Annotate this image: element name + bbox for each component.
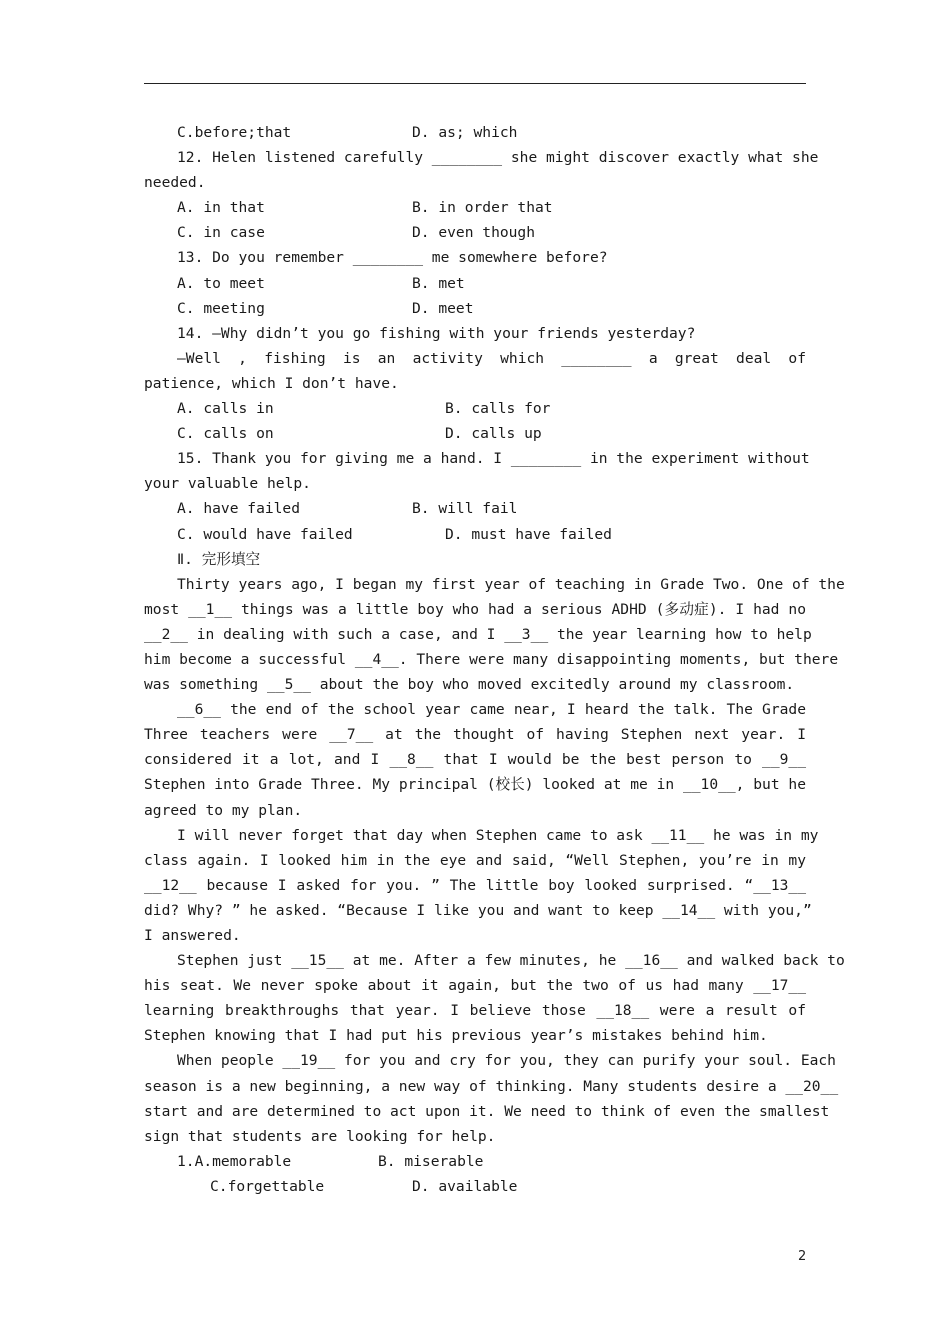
- q12-option-c: C. in case: [177, 224, 265, 242]
- page-content: [144, 120, 845, 1199]
- q14-options-ab: [144, 396, 806, 421]
- passage-line: I answered.: [144, 927, 241, 944]
- q15-option-c: C. would have failed: [177, 525, 353, 543]
- passage-line: agreed to my plan.: [144, 801, 303, 819]
- q14-answer: —Well , fishing is an activity which ________ a great deal of: [177, 349, 806, 367]
- passage-paragraph-3: [144, 823, 819, 948]
- q15-stem: 15. Thank you for giving me a hand. I ________ in the experiment without: [177, 450, 810, 468]
- passage-line: Three teachers were __7__ at the thought of having Stephen next year. I: [144, 726, 806, 744]
- q14-option-a: A. calls in: [177, 400, 274, 418]
- q15-option-b: B. will fail: [412, 500, 518, 518]
- passage-line: season is a new beginning, a new way of thinking. Many students desire a __20__: [144, 1077, 839, 1095]
- passage-line: __12__ because I asked for you. ” The little boy looked surprised. “__13__: [144, 876, 806, 894]
- passage-line: him become a successful __4__. There were many disappointing moments, but there: [144, 650, 839, 668]
- passage-paragraph-5: [144, 1048, 839, 1148]
- passage-line: Stephen knowing that I had put his previous year’s mistakes behind him.: [144, 1027, 768, 1045]
- q15-options-cd: [144, 522, 806, 547]
- q14-option-b: B. calls for: [445, 400, 551, 418]
- passage-line: was something __5__ about the boy who moved excitedly around my classroom.: [144, 676, 795, 694]
- q13-stem: 13. Do you remember ________ me somewhere before?: [177, 249, 608, 267]
- passage-line: __2__ in dealing with such a case, and I __3__ the year learning how to help: [144, 625, 812, 643]
- q15-option-d: D. must have failed: [445, 525, 612, 543]
- cloze-q1-options-cd: [144, 1174, 806, 1199]
- q14-answer-cont: patience, which I don’t have.: [144, 374, 399, 392]
- passage-line: most __1__ things was a little boy who had a serious ADHD (多动症). I had no: [144, 600, 806, 618]
- q13-options-ab: [144, 271, 806, 296]
- q12-stem-cont: needed.: [144, 174, 206, 192]
- passage-line: did? Why? ” he asked. “Because I like you and want to keep __14__ with you,”: [144, 901, 812, 919]
- section-heading: Ⅱ. 完形填空: [177, 550, 261, 568]
- q12-options-cd: [144, 220, 806, 245]
- q12-options-ab: [144, 195, 806, 220]
- passage-line: Stephen just __15__ at me. After a few minutes, he __16__ and walked back to: [177, 952, 845, 970]
- cloze-q1-option-c: C.forgettable: [210, 1177, 325, 1195]
- q12-option-a: A. in that: [177, 199, 265, 217]
- q14-option-c: C. calls on: [177, 425, 274, 443]
- q12-option-d: D. even though: [412, 224, 536, 242]
- passage-line: I will never forget that day when Stephen came to ask __11__ he was in my: [177, 826, 819, 844]
- cloze-q1-option-b: B. miserable: [378, 1152, 484, 1170]
- passage-line: his seat. We never spoke about it again, but the two of us had many __17__: [144, 977, 806, 995]
- passage-line: class again. I looked him in the eye and said, “Well Stephen, you’re in my: [144, 851, 806, 869]
- cloze-q1-option-d: D. available: [412, 1177, 518, 1195]
- passage-line: start and are determined to act upon it. We need to think of even the smallest: [144, 1102, 830, 1120]
- q15-option-a: A. have failed: [177, 500, 301, 518]
- passage-line: Stephen into Grade Three. My principal (校长) looked at me in __10__, but he: [144, 776, 806, 794]
- passage-paragraph-4: [144, 948, 845, 1048]
- q15-stem-cont: your valuable help.: [144, 475, 311, 493]
- q14-option-d: D. calls up: [445, 425, 542, 443]
- q13-option-d: D. meet: [412, 299, 474, 317]
- q13-option-c: C. meeting: [177, 299, 265, 317]
- q14-stem: 14. —Why didn’t you go fishing with your friends yesterday?: [177, 324, 696, 342]
- passage-line: Thirty years ago, I began my first year of teaching in Grade Two. One of the: [177, 575, 845, 593]
- q11-option-d: D. as; which: [412, 124, 518, 141]
- cloze-q1-option-a: 1.A.memorable: [177, 1152, 292, 1170]
- passage-line: sign that students are looking for help.: [144, 1127, 496, 1145]
- q15-options-ab: [144, 496, 806, 521]
- passage-line: learning breakthroughs that year. I believe those __18__ were a result of: [144, 1002, 806, 1020]
- q14-options-cd: [144, 421, 806, 446]
- q12-stem: 12. Helen listened carefully ________ she might discover exactly what she: [177, 149, 819, 167]
- q13-options-cd: [144, 296, 806, 321]
- header-rule: [144, 83, 806, 84]
- q13-option-b: B. met: [412, 274, 465, 292]
- cloze-q1-options-ab: [144, 1149, 806, 1174]
- passage-paragraph-2: [144, 697, 806, 822]
- q12-option-b: B. in order that: [412, 199, 553, 217]
- passage-line: __6__ the end of the school year came near, I heard the talk. The Grade: [177, 701, 806, 719]
- q11-options-cd: [144, 120, 806, 145]
- passage-line: When people __19__ for you and cry for you, they can purify your soul. Each: [177, 1052, 836, 1070]
- passage-line: considered it a lot, and I __8__ that I would be the best person to __9__: [144, 751, 806, 769]
- q13-option-a: A. to meet: [177, 274, 265, 292]
- passage-paragraph-1: [144, 572, 845, 697]
- q11-option-c: C.before;that: [177, 124, 292, 141]
- page-number: 2: [798, 1249, 807, 1264]
